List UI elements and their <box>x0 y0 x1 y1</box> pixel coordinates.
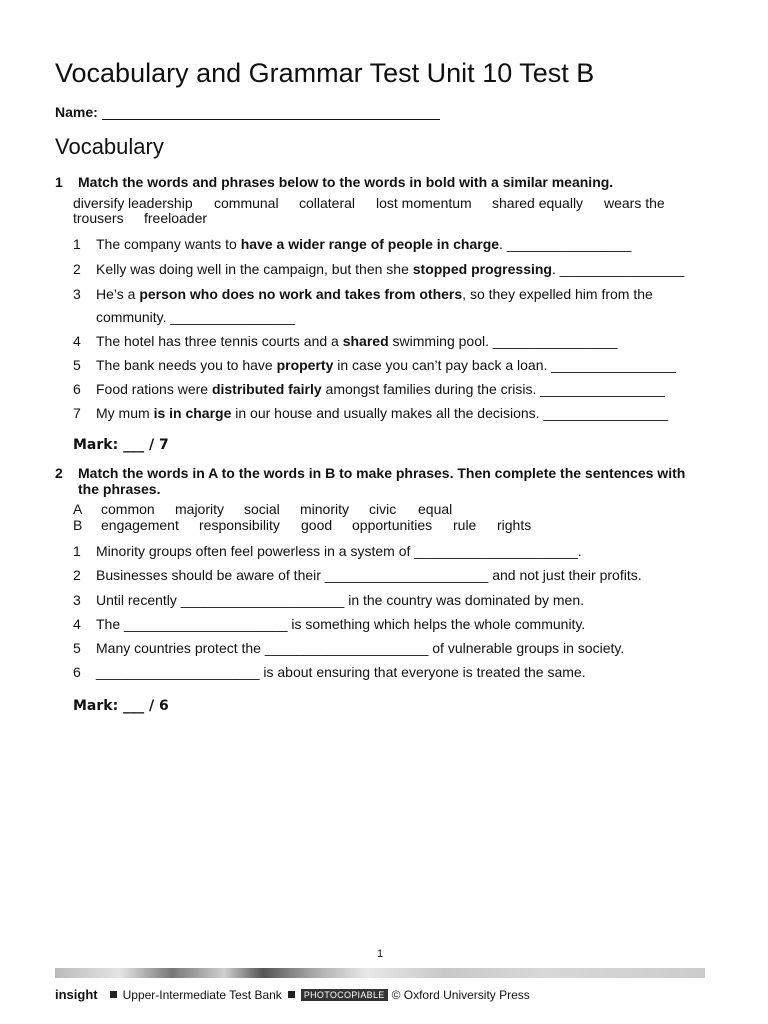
item-answer-blank[interactable]: . ________________ <box>551 261 685 277</box>
group-b-label: B <box>73 517 83 533</box>
item-answer-blank[interactable]: swimming pool. ________________ <box>388 333 618 349</box>
word-option: rights <box>497 517 532 533</box>
item-number: 1 <box>73 543 81 559</box>
item-text-with-blank[interactable]: The _____________________ is something which helps the whole community. <box>96 616 586 632</box>
item-text-bold: have a wider range of people in charge <box>240 236 500 252</box>
q1-mark <box>73 437 169 453</box>
footer <box>55 987 530 1002</box>
item-text <box>96 236 631 252</box>
section-heading-vocabulary: Vocabulary <box>55 134 164 159</box>
item-text-with-blank[interactable]: Until recently _____________________ in the country was dominated by men. <box>96 592 584 608</box>
item-text-bold: distributed fairly <box>211 381 322 397</box>
mark-label: Mark: <box>73 698 119 714</box>
item-text-bold: stopped progressing <box>412 261 552 277</box>
item-text-bold: shared <box>342 333 389 349</box>
item-text-post: , so they expelled him from the <box>462 286 653 302</box>
page-title: Vocabulary and Grammar Test Unit 10 Test B <box>55 58 595 88</box>
question-2-instruction-line-2: the phrases. <box>78 481 161 497</box>
item-text <box>96 381 665 397</box>
name-field-row <box>55 104 440 120</box>
question-1-number: 1 <box>55 174 63 190</box>
footer-copyright: © Oxford University Press <box>391 987 530 1002</box>
group-a-label: A <box>73 501 83 517</box>
item-text-bold: person who does no work and takes from others <box>139 286 463 302</box>
word-option: equal <box>418 501 453 517</box>
item-number: 3 <box>73 592 81 608</box>
item-answer-blank[interactable]: in case you can’t pay back a loan. ________________ <box>333 357 676 373</box>
word-option: collateral <box>299 195 356 211</box>
word-option: social <box>244 501 280 517</box>
item-text <box>96 286 653 302</box>
item-answer-blank[interactable]: . ________________ <box>499 236 632 252</box>
item-number: 4 <box>73 333 81 349</box>
word-option: good <box>301 517 333 533</box>
word-option: engagement <box>101 517 179 533</box>
word-option: trousers <box>73 210 124 226</box>
item-text-with-blank[interactable]: _____________________ is about ensuring that everyone is treated the same. <box>96 664 586 680</box>
q2-mark <box>73 698 169 714</box>
item-number: 3 <box>73 286 81 302</box>
name-blank-line[interactable] <box>102 105 440 120</box>
item-number: 4 <box>73 616 81 632</box>
item-text-with-blank[interactable]: Businesses should be aware of their _____________________ and not just their profits. <box>96 567 642 583</box>
word-option: rule <box>453 517 477 533</box>
question-2-number: 2 <box>55 465 63 481</box>
word-option: diversify <box>73 195 125 211</box>
item-text <box>96 309 295 325</box>
mark-total: / 6 <box>148 698 169 714</box>
item-number: 5 <box>73 640 81 656</box>
item-answer-blank[interactable]: in our house and usually makes all the decisions. ________________ <box>231 405 669 421</box>
word-option: civic <box>369 501 397 517</box>
item-number: 6 <box>73 664 81 680</box>
item-number: 2 <box>73 567 81 583</box>
word-option: majority <box>175 501 225 517</box>
item-text-bold: property <box>276 357 334 373</box>
item-text <box>96 333 617 349</box>
question-1-heading <box>55 174 63 190</box>
word-option: minority <box>300 501 350 517</box>
item-text-pre: Food rations were <box>96 381 212 397</box>
item-text <box>96 405 668 421</box>
word-option: leadership <box>128 195 193 211</box>
word-option: lost momentum <box>376 195 472 211</box>
square-bullet-icon <box>110 991 117 998</box>
item-number: 6 <box>73 381 81 397</box>
item-text-with-blank[interactable]: Minority groups often feel powerless in a system of _____________________. <box>96 543 582 559</box>
word-option: responsibility <box>199 517 280 533</box>
footer-product: Upper-Intermediate Test Bank <box>122 987 282 1002</box>
item-text <box>96 261 684 277</box>
mark-blank[interactable]: ___ <box>123 437 145 453</box>
item-text-with-blank[interactable]: Many countries protect the _____________________ of vulnerable groups in society. <box>96 640 625 656</box>
footer-brand: insight <box>55 987 98 1002</box>
name-label: Name: <box>55 104 98 120</box>
word-option: common <box>101 501 155 517</box>
photocopiable-badge: PHOTOCOPIABLE <box>301 989 388 1001</box>
question-2-instruction-line-1: Match the words in A to the words in B to make phrases. Then complete the sentences with <box>78 465 686 481</box>
item-text-pre: He’s a <box>96 286 140 302</box>
item-text <box>96 357 676 373</box>
word-option: freeloader <box>144 210 208 226</box>
item-number: 5 <box>73 357 81 373</box>
item-text-pre: The bank needs you to have <box>96 357 277 373</box>
word-option: shared equally <box>492 195 584 211</box>
square-bullet-icon <box>288 991 295 998</box>
word-option: wears the <box>604 195 665 211</box>
word-option: communal <box>214 195 279 211</box>
word-option: opportunities <box>352 517 433 533</box>
item-text-pre: My mum <box>96 405 154 421</box>
mark-blank[interactable]: ___ <box>123 698 145 714</box>
item-text-pre: The company wants to <box>96 236 241 252</box>
mark-total: / 7 <box>148 437 169 453</box>
item-answer-blank[interactable]: amongst families during the crisis. ________________ <box>321 381 665 397</box>
item-number: 7 <box>73 405 81 421</box>
mark-label: Mark: <box>73 437 119 453</box>
item-text-pre: Kelly was doing well in the campaign, but then she <box>96 261 413 277</box>
question-1-instruction: Match the words and phrases below to the words in bold with a similar meaning. <box>78 174 614 190</box>
item-text-pre: The hotel has three tennis courts and a <box>96 333 343 349</box>
footer-decorative-band <box>55 968 705 978</box>
item-number: 2 <box>73 261 81 277</box>
item-answer-blank[interactable]: community. ________________ <box>96 309 296 325</box>
item-text-bold: is in charge <box>153 405 232 421</box>
item-number: 1 <box>73 236 81 252</box>
page-number: 1 <box>376 948 384 960</box>
